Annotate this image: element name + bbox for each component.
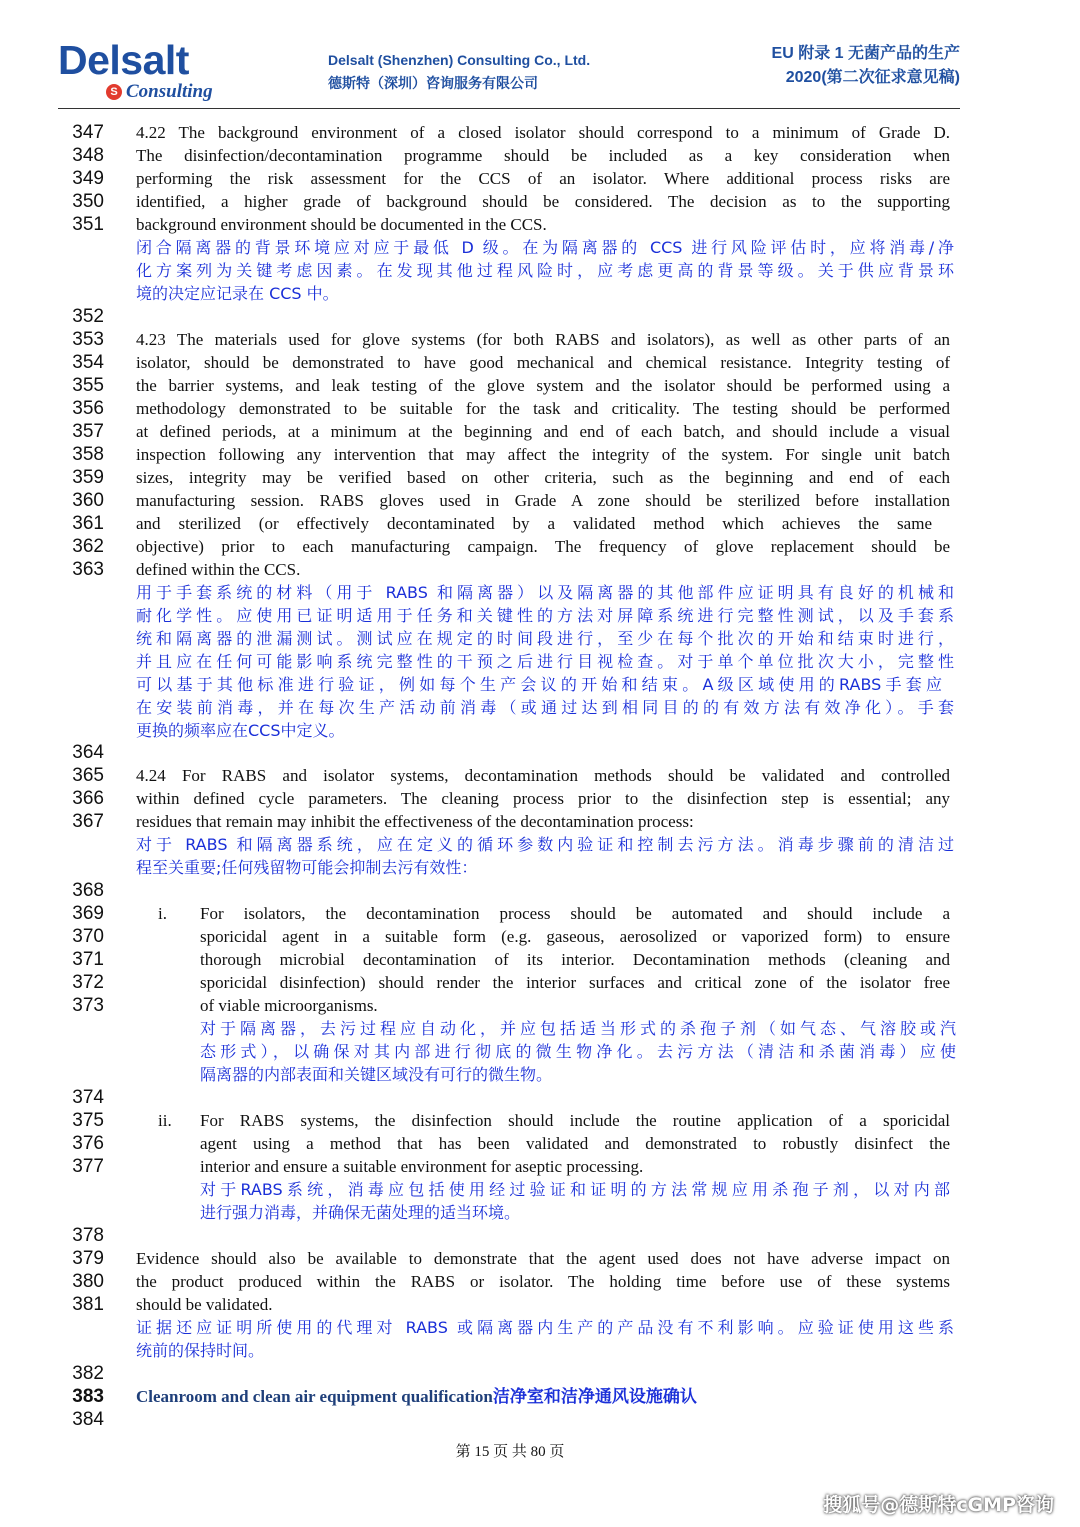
paragraph-4-23-line: at defined periods, at a minimum at the beginning and end of each batch, and should include a visual bbox=[136, 422, 950, 441]
line-number: 347 bbox=[72, 122, 104, 143]
watermark: 搜狐号@德斯特cGMP咨询 bbox=[823, 1494, 1054, 1516]
paragraph-4-22-line: identified, a higher grade of background should be considered. The decision as to the supporting bbox=[136, 192, 950, 211]
item-i-translation: 态形式），以确保对其内部进行彻底的微生物净化。去污方法（清洁和杀菌消毒）应使 bbox=[200, 1042, 956, 1061]
list-marker-ii: ii. bbox=[158, 1111, 172, 1130]
paragraph-4-24-line: 4.24 For RABS and isolator systems, decontamination methods should be validated and controlled bbox=[136, 766, 950, 785]
line-number: 374 bbox=[72, 1087, 104, 1108]
company-name bbox=[328, 49, 590, 95]
paragraph-4-23-line: and sterilized (or effectively decontaminated by a validated method which achieves the same bbox=[136, 514, 932, 533]
item-ii-line: agent using a method that has been validated and demonstrated to robustly disinfect the bbox=[200, 1134, 950, 1153]
line-number: 367 bbox=[72, 811, 104, 832]
paragraph-4-22-translation: 化方案列为关键考虑因素。在发现其他过程风险时，应考虑更高的背景等级。关于供应背景环 bbox=[136, 261, 954, 280]
line-number: 362 bbox=[72, 536, 104, 557]
line-number: 381 bbox=[72, 1294, 104, 1315]
line-number: 373 bbox=[72, 995, 104, 1016]
item-i-line: thorough microbial decontamination of its interior. Decontamination methods (cleaning and bbox=[200, 950, 950, 969]
paragraph-4-23-line: objective) prior to each manufacturing campaign. The frequency of glove replacement should be bbox=[136, 537, 950, 556]
paragraph-4-23-translation: 耐化学性。应使用已证明适用于任务和关键性的方法对屏障系统进行完整性测试，以及手套系 bbox=[136, 606, 954, 625]
line-number: 361 bbox=[72, 513, 104, 534]
evidence-paragraph-translation: 证据还应证明所使用的代理对 RABS 或隔离器内生产的产品没有不利影响。应验证使用这些系 bbox=[136, 1318, 954, 1337]
item-i-translation: 对于隔离器，去污过程应自动化，并应包括适当形式的杀孢子剂（如气态、气溶胶或汽 bbox=[200, 1019, 956, 1038]
line-number: 352 bbox=[72, 306, 104, 327]
logo-wordmark: Delsalt bbox=[58, 37, 189, 83]
line-number: 380 bbox=[72, 1271, 104, 1292]
line-number: 376 bbox=[72, 1133, 104, 1154]
evidence-paragraph-line: Evidence should also be available to demonstrate that the agent used does not have adverse impact on bbox=[136, 1249, 950, 1268]
list-marker-i: i. bbox=[158, 904, 167, 923]
paragraph-4-23-line: defined within the CCS. bbox=[136, 560, 301, 579]
paragraph-4-23-line: methodology demonstrated to be suitable for the task and criticality. The testing should be performed bbox=[136, 399, 950, 418]
line-number: 360 bbox=[72, 490, 104, 511]
evidence-paragraph-line: should be validated. bbox=[136, 1295, 273, 1314]
line-number: 348 bbox=[72, 145, 104, 166]
line-number: 379 bbox=[72, 1248, 104, 1269]
paragraph-4-23-line: the barrier systems, and leak testing of the glove system and the isolator should be performed using a bbox=[136, 376, 950, 395]
line-number: 382 bbox=[72, 1363, 104, 1384]
paragraph-4-22-line: 4.22 The background environment of a closed isolator should correspond to a minimum of Grade D. bbox=[136, 123, 950, 142]
item-i-line: For isolators, the decontamination process should be automated and should include a bbox=[200, 904, 950, 923]
company-logo bbox=[58, 38, 248, 102]
line-number: 377 bbox=[72, 1156, 104, 1177]
line-number: 369 bbox=[72, 903, 104, 924]
line-number: 384 bbox=[72, 1409, 104, 1430]
document-title-line1: EU 附录 1 无菌产品的生产 bbox=[771, 45, 960, 62]
line-number: 350 bbox=[72, 191, 104, 212]
line-number: 375 bbox=[72, 1110, 104, 1131]
page-number: 第 15 页 共 80 页 bbox=[455, 1444, 565, 1460]
header-divider bbox=[58, 108, 960, 109]
paragraph-4-22-line: background environment should be documented in the CCS. bbox=[136, 215, 547, 234]
item-i-translation: 隔离器的内部表面和关键区域没有可行的微生物。 bbox=[200, 1065, 553, 1084]
line-number: 378 bbox=[72, 1225, 104, 1246]
line-number: 365 bbox=[72, 765, 104, 786]
evidence-paragraph-line: the product produced within the RABS or isolator. The holding time before use of these systems bbox=[136, 1272, 950, 1291]
paragraph-4-23-line: isolator, should be demonstrated to have good mechanical and chemical resistance. Integrity testing of bbox=[136, 353, 950, 372]
paragraph-4-22-translation: 闭合隔离器的背景环境应对应于最低 D 级。在为隔离器的 CCS 进行风险评估时，应将消毒/净 bbox=[136, 238, 954, 257]
line-number: 353 bbox=[72, 329, 104, 350]
paragraph-4-23-translation: 可以基于其他标准进行验证，例如每个生产会议的开始和结束。A级区域使用的RABS手套应 bbox=[136, 675, 942, 694]
paragraph-4-24-line: residues that remain may inhibit the effectiveness of the decontamination process: bbox=[136, 812, 694, 831]
line-number: 359 bbox=[72, 467, 104, 488]
paragraph-4-23-translation: 统和隔离器的泄漏测试。测试应在规定的时间段进行，至少在每个批次的开始和结束时进行， bbox=[136, 629, 954, 648]
section-heading-en: Cleanroom and clean air equipment qualification bbox=[136, 1387, 493, 1406]
line-number: 356 bbox=[72, 398, 104, 419]
company-name-zh: 德斯特（深圳）咨询服务有限公司 bbox=[328, 75, 538, 91]
paragraph-4-22-translation: 境的决定应记录在 CCS 中。 bbox=[136, 284, 339, 303]
item-i-line: sporicidal agent in a suitable form (e.g. gaseous, aerosolized or vaporized form) to ensure bbox=[200, 927, 950, 946]
paragraph-4-23-line: 4.23 The materials used for glove systems (for both RABS and isolators), as well as other parts of an bbox=[136, 330, 950, 349]
line-number: 372 bbox=[72, 972, 104, 993]
line-number: 354 bbox=[72, 352, 104, 373]
line-number: 351 bbox=[72, 214, 104, 235]
line-number: 370 bbox=[72, 926, 104, 947]
paragraph-4-23-line: sizes, integrity may be verified based on other criteria, such as the beginning and end of each bbox=[136, 468, 950, 487]
item-ii-translation: 对于RABS系统，消毒应包括使用经过验证和证明的方法常规应用杀孢子剂，以对内部 bbox=[200, 1180, 950, 1199]
paragraph-4-24-line: within defined cycle parameters. The cleaning process prior to the disinfection step is essential; any bbox=[136, 789, 950, 808]
paragraph-4-23-translation: 在安装前消毒，并在每次生产活动前消毒（或通过达到相同目的的有效方法有效净化）。手套 bbox=[136, 698, 954, 717]
company-name-en: Delsalt (Shenzhen) Consulting Co., Ltd. bbox=[328, 52, 591, 68]
paragraph-4-24-translation: 对于 RABS 和隔离器系统，应在定义的循环参数内验证和控制去污方法。消毒步骤前的清洁过 bbox=[136, 835, 954, 854]
paragraph-4-24-translation: 程至关重要;任何残留物可能会抑制去污有效性： bbox=[136, 858, 478, 877]
paragraph-4-23-translation: 更换的频率应在CCS中定义。 bbox=[136, 721, 345, 740]
document-title bbox=[772, 42, 960, 90]
item-ii-line: interior and ensure a suitable environment for aseptic processing. bbox=[200, 1157, 644, 1176]
item-i-line: sporicidal disinfection) should render the interior surfaces and critical zone of the isolator free bbox=[200, 973, 950, 992]
line-number: 371 bbox=[72, 949, 104, 970]
paragraph-4-22-line: The disinfection/decontamination programme should be included as a key consideration when bbox=[136, 146, 950, 165]
item-ii-line: For RABS systems, the disinfection should include the routine application of a sporicidal bbox=[200, 1111, 950, 1130]
line-number: 364 bbox=[72, 742, 104, 763]
paragraph-4-22-line: performing the risk assessment for the CCS of an isolator. Where additional process risks are bbox=[136, 169, 950, 188]
document-title-line2: 2020(第二次征求意见稿) bbox=[785, 69, 960, 86]
line-number: 366 bbox=[72, 788, 104, 809]
line-number: 358 bbox=[72, 444, 104, 465]
paragraph-4-23-line: inspection following any intervention that may affect the integrity of the system. For single unit batch bbox=[136, 445, 950, 464]
item-i-line: of viable microorganisms. bbox=[200, 996, 378, 1015]
line-number: 357 bbox=[72, 421, 104, 442]
paragraph-4-23-translation: 并且应在任何可能影响系统完整性的干预之后进行目视检查。对于单个单位批次大小，完整性 bbox=[136, 652, 954, 671]
item-ii-translation: 进行强力消毒，并确保无菌处理的适当环境。 bbox=[200, 1203, 521, 1222]
line-number: 383 bbox=[72, 1386, 104, 1407]
section-heading-zh: 洁净室和洁净通风设施确认 bbox=[492, 1387, 697, 1407]
evidence-paragraph-translation: 统前的保持时间。 bbox=[136, 1341, 265, 1360]
line-number: 355 bbox=[72, 375, 104, 396]
line-number: 363 bbox=[72, 559, 104, 580]
section-heading bbox=[136, 1385, 836, 1409]
paragraph-4-23-translation: 用于手套系统的材料（用于 RABS 和隔离器）以及隔离器的其他部件应证明具有良好的机械和 bbox=[136, 583, 954, 602]
line-number: 349 bbox=[72, 168, 104, 189]
logo-subtitle: Consulting bbox=[126, 81, 213, 102]
line-number: 368 bbox=[72, 880, 104, 901]
logo-badge-icon: S bbox=[106, 84, 122, 100]
paragraph-4-23-line: manufacturing session. RABS gloves used in Grade A zone should be sterilized before installation bbox=[136, 491, 950, 510]
